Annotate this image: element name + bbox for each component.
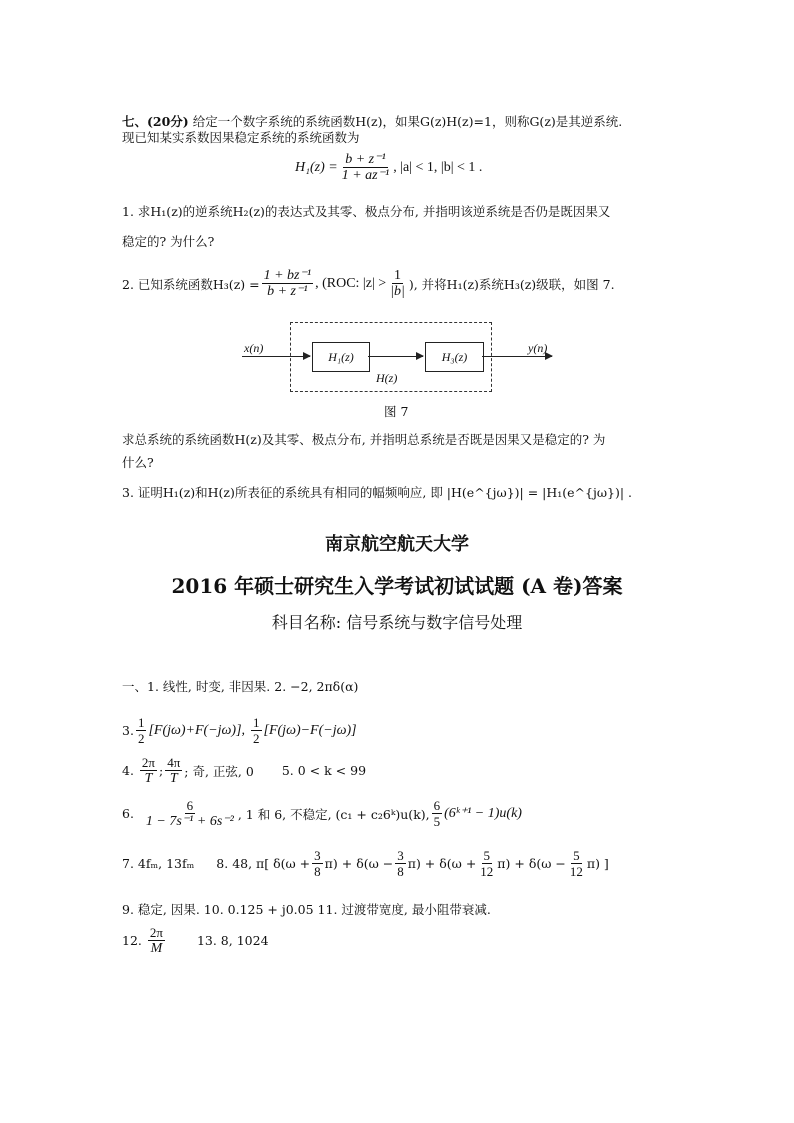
n: 3: [314, 848, 321, 863]
a4-frac2: [165, 755, 182, 786]
pi: π: [586, 856, 596, 871]
frac-3-8: [395, 848, 406, 879]
h1-lhs: H₁(z) =: [295, 159, 338, 175]
h3-den: b + z⁻¹: [267, 284, 308, 299]
roc-den: |b|: [390, 284, 405, 299]
a4-d1: T: [144, 771, 153, 786]
pi: π: [324, 856, 333, 871]
school-name: 南京航空航天大学: [325, 534, 469, 555]
a8-pre: 8. 48, π[ δ(ω +: [216, 856, 311, 871]
a6-f2-den: 5: [433, 814, 441, 829]
answer-title: 2016 年硕士研究生入学考试初试试题 (A 卷)答案: [171, 574, 623, 598]
a6-frac: [144, 798, 236, 829]
arrow-middle: [368, 356, 423, 357]
a4-sep: ;: [159, 763, 164, 778]
a4-d2: T: [169, 771, 178, 786]
output-label: y(n): [528, 341, 548, 355]
a3-num: 3.: [122, 723, 134, 738]
input-label: x(n): [244, 341, 264, 355]
total-label: H(z): [376, 371, 398, 385]
a12-num: 12.: [122, 933, 142, 948]
answer-5: 5. 0 < k < 99: [281, 763, 367, 778]
part1-b: 稳定的? 为什么?: [122, 234, 215, 249]
n: 5: [573, 848, 580, 863]
roc-fraction: [388, 268, 407, 299]
half-den: 2: [253, 731, 260, 746]
half-num: 1: [253, 715, 260, 730]
block-h3: H₃(z): [425, 342, 484, 372]
part3: 3. 证明H₁(z)和H(z)所表征的系统具有相同的幅频响应, 即 |H(e^{jω})| = |H₁(e^{jω})| .: [122, 485, 633, 500]
p2-text: 2. 已知系统函数H₃(z) =: [122, 276, 260, 292]
a6-tail: (6ᵏ⁺¹ − 1)u(k): [444, 806, 522, 821]
block-h1: H₁(z): [312, 342, 370, 372]
answer-9-11: 9. 稳定, 因果. 10. 0.125 + j0.05 11. 过渡带宽度, 最小阻带衰减.: [122, 902, 491, 917]
a6-frac-num: 6: [186, 798, 194, 813]
d: 8: [397, 864, 404, 879]
h1-formula: [295, 152, 482, 183]
h1-num: b + z⁻¹: [345, 152, 386, 167]
a3-even: [F(jω)+F(−jω)],: [148, 722, 246, 738]
a3-odd: [F(jω)−F(−jω)]: [263, 722, 357, 738]
a4-frac1: [140, 755, 157, 786]
answer-7-8: [122, 848, 609, 879]
answer-7: 7. 4fₘ, 13fₘ: [122, 856, 195, 871]
frac-5-12: [568, 848, 585, 879]
answer-3: [122, 715, 357, 746]
a12-n: 2π: [149, 925, 163, 940]
part1-a: 1. 求H₁(z)的逆系统H₂(z)的表达式及其零、极点分布, 并指明该逆系统是否仍是既因果又: [122, 204, 611, 219]
h1-cond: , |a| < 1, |b| < 1 .: [393, 159, 483, 175]
h3-num: 1 + bz⁻¹: [263, 268, 312, 283]
a12-d: M: [150, 941, 163, 956]
q7-head: 七、(20分): [122, 114, 189, 129]
figure-caption: 图 7: [384, 404, 409, 419]
arrow-input: [242, 356, 310, 357]
a8-t3: ) + δ(ω −: [505, 856, 566, 871]
subject-name: 科目名称: 信号系统与数字信号处理: [271, 613, 523, 632]
h3-fraction: [262, 268, 313, 299]
answer-1-2: 一、1. 线性, 时变, 非因果. 2. −2, 2πδ(α): [122, 679, 359, 694]
part2-a: [122, 268, 615, 299]
roc-text: , (ROC: |z| >: [315, 275, 387, 291]
a8-t1: ) + δ(ω −: [332, 856, 394, 871]
h1-fraction: [340, 152, 391, 183]
half-den: 2: [137, 731, 145, 746]
part2-d: 什么?: [122, 455, 154, 470]
a4-num: 4.: [122, 763, 134, 778]
a6-post: , 1 和 6, 不稳定, (c₁ + c₂6ᵏ)u(k),: [237, 806, 430, 822]
d: 12: [480, 864, 494, 879]
half-fraction-2: [251, 715, 262, 746]
a6-num: 6.: [122, 806, 134, 821]
frac-3-8: [312, 848, 323, 879]
roc-num: 1: [394, 268, 401, 283]
h1-den: 1 + az⁻¹: [341, 168, 390, 183]
a6-frac-den: 1 − 7s⁻¹ + 6s⁻²: [145, 814, 234, 829]
part2-c: 求总系统的系统函数H(z)及其零、极点分布, 并指明总系统是否既是因果又是稳定的? 为: [122, 432, 606, 447]
a4-n2: 4π: [167, 755, 181, 770]
n: 3: [397, 848, 404, 863]
answer-6: [122, 798, 522, 829]
answer-4-5: [122, 755, 366, 786]
a6-frac2: [432, 798, 443, 829]
half-fraction: [136, 715, 147, 746]
p2-text-b: ), 并将H₁(z)系统H₃(z)级联，如图 7.: [408, 276, 615, 292]
answer-13: 13. 8, 1024: [196, 933, 269, 948]
a4-post: ; 奇, 正弦, 0: [184, 763, 254, 779]
a6-f2-num: 6: [433, 798, 441, 813]
half-num: 1: [137, 715, 145, 730]
d: 8: [314, 864, 321, 879]
a8-t2: ) + δ(ω +: [415, 856, 477, 871]
n: 5: [483, 848, 491, 863]
pi: π: [407, 856, 416, 871]
a12-frac: [148, 925, 165, 956]
q7-intro-text: 给定一个数字系统的系统函数H(z)，如果G(z)H(z)=1，则称G(z)是其逆系统.: [192, 114, 623, 129]
a4-n1: 2π: [141, 755, 155, 770]
pi: π: [497, 856, 506, 871]
frac-5-12: [478, 848, 495, 879]
arrow-output: [482, 356, 552, 357]
d: 12: [569, 864, 583, 879]
answer-12-13: [122, 925, 269, 956]
q7-line2: 现已知某实系数因果稳定系统的系统函数为: [122, 130, 360, 145]
a8-t4: ) ]: [595, 856, 609, 871]
